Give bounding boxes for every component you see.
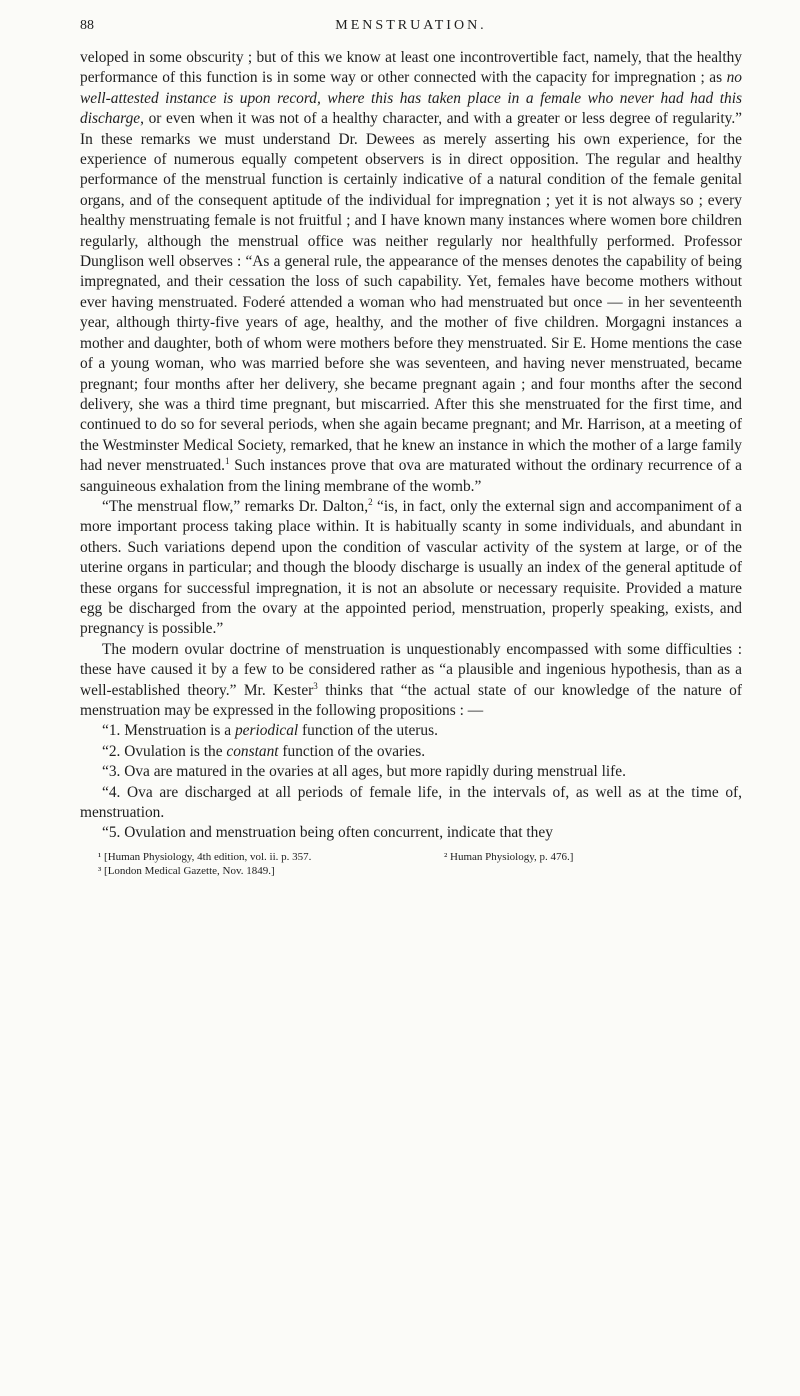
- footnotes: [80, 850, 742, 878]
- page-number: 88: [80, 18, 94, 33]
- body-text: [80, 48, 742, 844]
- footnote-3: ³ [London Medical Gazette, Nov. 1849.]: [98, 864, 275, 877]
- page-header: [80, 18, 742, 48]
- proposition-5: “5. Ovulation and menstruation being often concurrent, indicate that they: [102, 824, 553, 842]
- paragraph-2: “The menstrual flow,” remarks Dr. Dalton,$^2$ “is, in fact, only the external sign and accompaniment of a more important process taking place within. It is habitually scanty in some individuals, and abundant in others. Such variations depend upon the condition of vascular activity of the system at large, or of the uterine organs in particular; and though the bloody discharge is usually an index of the general aptitude of these organs for successful impregnation, it is not an absolute or necessary requisite. Provided a mature egg be discharged from the ovary at the appointed period, menstruation, properly speaking, exists, and pregnancy is possible.”: [80, 496, 742, 638]
- footnote-ref-3: 3: [313, 680, 318, 691]
- paragraph-3: The modern ovular doctrine of menstruation is unquestionably encompassed with some difficulties : these have caused it by a few to be considered rather as “a plausible and ingenious hypothesis, than as a well-established theory.” Mr. Kester$^3$ thinks that “the actual state of our knowledge of the nature of menstruation may be expressed in the following propositions : —: [80, 640, 742, 719]
- footnote-ref-2: 2: [368, 496, 373, 507]
- proposition-1: “1. Menstruation is a periodical function of the uterus.: [102, 722, 438, 740]
- footnote-ref-1: 1: [225, 456, 230, 466]
- paragraph-1: veloped in some obscurity ; but of this we know at least one incontrovertible fact, namely, that the healthy performance of this function is in some way or other connected with the capacity for impregnation ; as no well-attested instance is upon record, where this has taken place in a female who never had had this discharge, or even when it was not of a healthy character, and with a greater or less degree of regularity.” In these remarks we must understand Dr. Dewees as merely asserting his own experience, for the experience of numerous equally competent observers is in direct opposition. The regular and healthy performance of the menstrual function is certainly indicative of a natural condition of the female genital organs, and of the consequent aptitude of the individual for impregnation ; yet it is not always so ; every healthy menstruating female is not fruitful ; and I have known many instances where women bore children regularly, although the menstrual office was neither regularly nor healthfully performed. Professor Dunglison well observes : “As a general rule, the appearance of the menses denotes the capability of being impregnated, and their cessation the loss of such capability. Yet, females have become mothers without ever having menstruated. Foderé attended a woman who had menstruated but once — in her seventeenth year, although thirty-five years of age, healthy, and the mother of five children. Morgagni instances a mother and daughter, both of whom were mothers before they menstruated. Sir E. Home mentions the case of a young woman, who was married before she was seventeen, and having never menstruated, became pregnant; four months after her delivery, she became pregnant again ; and four months after the second delivery, she was a third time pregnant, but miscarried. After this she menstruated for the first time, and continued to do so for several periods, when she again became pregnant; and Mr. Harrison, at a meeting of the Westminster Medical Society, remarked, that he knew an instance in which the mother of a large family had never menstruated.$^1$ Such instances prove that ova are maturated without the ordinary recurrence of a sanguineous exhalation from the lining membrane of the womb.”: [80, 49, 742, 495]
- running-head: MENSTRUATION.: [335, 18, 487, 33]
- proposition-2: “2. Ovulation is the constant function of the ovaries.: [102, 742, 426, 760]
- footnote-2: ² Human Physiology, p. 476.]: [444, 850, 574, 863]
- footnote-1: ¹ [Human Physiology, 4th edition, vol. ii. p. 357.: [98, 850, 312, 863]
- proposition-4: “4. Ova are discharged at all periods of female life, in the intervals of, as well as at the time of, menstruation.: [80, 783, 742, 822]
- italic-passage: no well-attested instance is upon record, where this has taken place in a female who never had had this discharge: [80, 69, 742, 128]
- proposition-3: “3. Ova are matured in the ovaries at all ages, but more rapidly during menstrual life.: [102, 763, 626, 781]
